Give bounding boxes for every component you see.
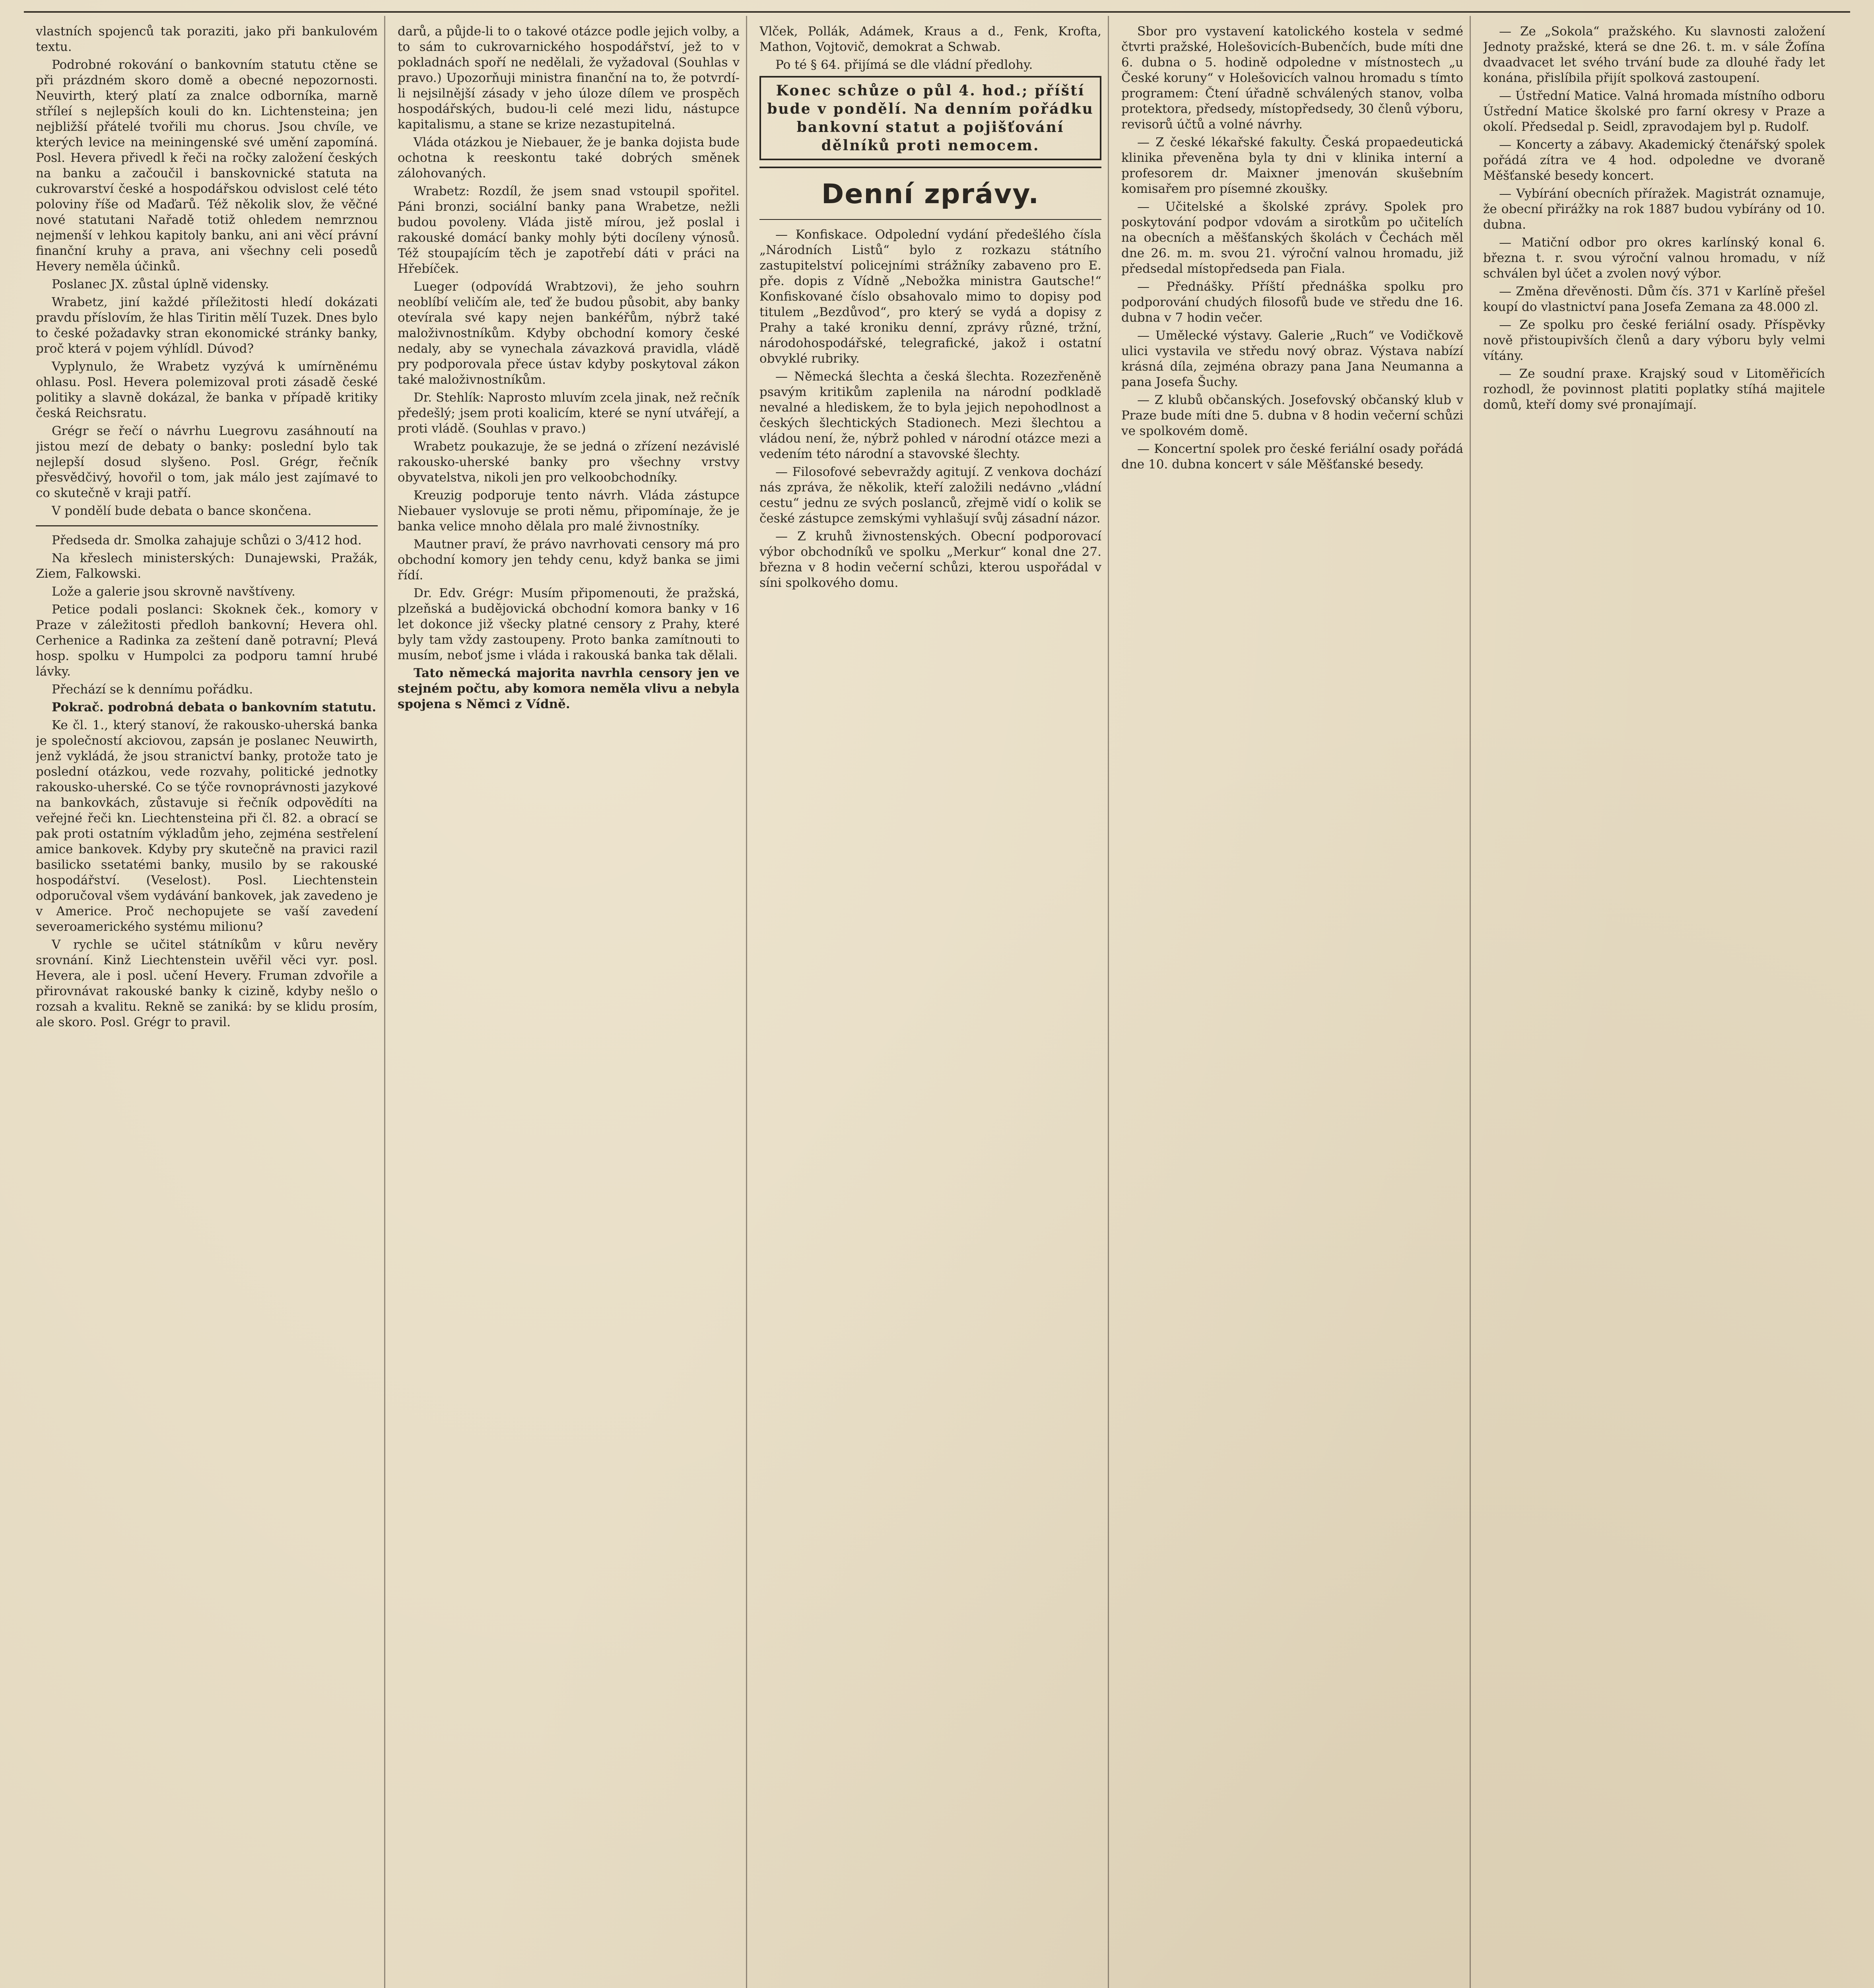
article-paragraph: Po té § 64. přijímá se dle vládní předlohy. [775,58,1033,72]
article-paragraph: Wrabetz, jiní každé příležitosti hledí dokázati pravdu příslovím, že hlas Tiritin mělí Tuzek. Dnes bylo to české požadavky stran ekonomické stránky banky, proč která v pojem výhlídl. Dúvod? [36,295,378,356]
news-item: — Koncertní spolek pro české feriální osady pořádá dne 10. dubna koncert v sále Měšťanské besedy. [1121,442,1463,472]
article-paragraph: Dr. Edv. Grégr: Musím připomenouti, že pražská, plzeňská a budějovická obchodní komora banky v 16 let dokonce již všecky platné censory z Prahy, které byly tam vždy zastoupeny. Proto banka zamítnouti to musím, neboť jsme i vláda i rakouská banka tak dělali. [398,586,740,662]
news-item: — Ústřední Matice. Valná hromada místního odboru Ústřední Matice školské pro farní okresy v Praze a okolí. Předsedal p. Seidl, zpravodajem byl p. Rudolf. [1483,89,1825,134]
news-item: — Ze „Sokola“ pražského. Ku slavnosti založení Jednoty pražské, která se dne 26. t. m. v sále Žofína dvaadvacet let svého trvání bude za dlouhé řady let konána, přislíbila přijít spolková zastoupení. [1483,24,1825,85]
news-item: — Ze spolku pro české feriální osady. Příspěvky nově přistoupivších členů a dary výboru byly velmi vítány. [1483,318,1825,363]
article-paragraph: Wrabetz: Rozdíl, že jsem snad vstoupil spořitel. Páni bronzi, sociální banky pana Wrabetze, nežli budou povoleny. Vláda jistě mírou, jež poslal i rakouské domácí banky mohly býti docíleny výnosů. Též stoupajícím těch je zapotřebí dáti v práci na Hřebíček. [398,184,740,276]
news-item: — Z klubů občanských. Josefovský občanský klub v Praze bude míti dne 5. dubna v 8 hodin večerní schůzi ve spolkovém domě. [1121,393,1463,438]
article-paragraph: Lože a galerie jsou skrovně navštíveny. [52,584,295,599]
article-paragraph: Na křeslech ministerských: Dunajewski, Pražák, Ziem, Falkowski. [36,551,378,581]
article-paragraph: darů, a půjde-li to o takové otázce podle jejich volby, a to sám to cukrovarnického hospodářství, jež to v pokladnách spoří ne nedělali, že vyžadoval (Souhlas v pravo.) Upozorňuji ministra finanční na to, že potvrdí-li nejsilnější zásady v jeho úloze dílem ve prospěch hospodářských, budou-li celé mezi lidu, nástupce kapitalismu, a stane se krize nezastupitelná. [398,24,740,132]
column-5 [1483,24,1825,1988]
section-title: Denní zprávy. [821,179,1040,210]
column-4 [1121,24,1463,1988]
news-item: — Z kruhů živnostenských. Obecní podporovací výbor obchodníků ve spolku „Merkur“ konal dne 27. března v 8 hodin večerní schůzi, kterou uspořádal v síni spolkového domu. [759,529,1101,590]
news-item: — Konfiskace. Odpolední vydání předešlého čísla „Národních Listů“ bylo z rozkazu státního zastupitelství policejními strážníky zabaveno pro E. pře. dopis z Vídně „Nebožka ministra Gautsche!“ Konfiskované číslo obsahovalo mimo to dopisy pod titulem „Bezdůvod“, pro který se vydá a dopisy z Prahy a také kroniku denní, zprávy různé, tržní, národohospodářské, telegrafické, jakož i ostatní obvyklé rubriky. [759,227,1101,366]
column-divider [1108,16,1109,1988]
news-item: — Matiční odbor pro okres karlínský konal 6. března t. r. svou výroční valnou hromadu, v níž schválen byl účet a zvolen nový výbor. [1483,235,1825,281]
session-end-notice: Konec schůze o půl 4. hod.; příští bude v pondělí. Na denním pořádku bankovní statut a pojišťování dělníků proti nemocem. [759,76,1101,160]
article-paragraph: Ke čl. 1., který stanoví, že rakousko-uherská banka je společností akciovou, zapsán je poslanec Neuwirth, jenž vykládá, že jsou stranictví banky, protože tato je poslední otázkou, vede rozvahy, politické jednotky rakousko-uherské. Co se týče rovnoprávnosti jazykové na bankovkách, zůstavuje si řečník odpovědíti na veřejné řeči kn. Liechtensteina při čl. 82. a obrací se pak proti ostatním výkladům jeho, zejména sestřelení amice bankovek. Kdyby pry skutečně na pravici razil basilicko ssetatémi banky, musilo by se rakouské hospodářství. (Veselost). Posl. Liechtenstein odporučoval všem vydávání bankovek, jak zavedeno je v Americe. Proč nechopujete se vaší zavedení severoamerického systému milionu? [36,718,378,934]
news-item: — Ze soudní praxe. Krajský soud v Litoměřicích rozhodl, že povinnost platiti poplatky stíhá majitele domů, kteří domy své pronajímají. [1483,367,1825,412]
separator [36,525,378,526]
news-item: Sbor pro vystavení katolického kostela v sedmé čtvrti pražské, Holešovicích-Bubenčích, bude míti dne 6. dubna o 5. hodině odpoledne v místnostech „u České koruny“ v Holešovicích valnou hromadu s tímto programem: Čtení úřadně schválených stanov, volba protektora, předsedy, místopředsedy, 30 členů výboru, revisorů účtů a volné návrhy. [1121,24,1463,132]
article-paragraph: Lueger (odpovídá Wrabtzovi), že jeho souhrn neoblíbí veličím ale, teď že budou působit, aby banky otevírala své kapy nejen bankéřům, nýbrž také maloživnostníkům. Kdyby obchodní komory české nedaly, aby se vynechala závazková pravidla, vládě pry podporovala přece ústav kdyby poskytoval zákon také maloživnostníkům. [398,280,740,387]
news-item: — Koncerty a zábavy. Akademický čtenářský spolek pořádá zítra ve 4 hod. odpoledne ve dvoraně Měšťanské besedy koncert. [1483,138,1825,183]
news-item: — Přednášky. Příští přednáška spolku pro podporování chudých filosofů bude ve středu dne 16. dubna v 7 hodin večer. [1121,280,1463,325]
article-paragraph: vlastních spojenců tak poraziti, jako při bankulovém textu. [36,24,378,54]
article-paragraph: Vyplynulo, že Wrabetz vyzývá k umírněnému ohlasu. Posl. Hevera polemizoval proti zásadě české politiky a slavně dokázal, že banka v případě kritiky česká Reichsratu. [36,359,378,420]
article-paragraph: Vlček, Pollák, Adámek, Kraus a d., Fenk, Krofta, Mathon, Vojtovič, demokrat a Schwab. [759,24,1101,54]
article-paragraph: V pondělí bude debata o bance skončena. [52,504,312,518]
column-3 [759,24,1101,1988]
article-paragraph: Petice podali poslanci: Skoknek ček., komory v Praze v záležitosti předloh bankovní; Hevera ohl. Cerhenice a Radinka za zeštení daně potravní; Plevá hosp. spolku v Humpolci za podporu tamní hrubé lávky. [36,602,378,679]
section-header-box [759,167,1101,220]
article-paragraph: Grégr se řečí o návrhu Luegrovu zasáhnoutí na jistou mezí de debaty o banky: poslední bylo tak nejlepší dosud slyšeno. Posl. Grégr, řečník přesvědčivý, hovořil o tom, jak málo jest zajímavé to co skutečně v kraji patří. [36,424,378,500]
article-paragraph: Mautner praví, že právo navrhovati censory má pro obchodní komory jen tehdy cenu, když banka se jimi řídí. [398,537,740,582]
article-paragraph: Přechází se k dennímu pořádku. [52,682,253,697]
column-2 [398,24,740,1988]
article-paragraph: Poslanec JX. zůstal úplně vidensky. [52,277,269,291]
subheading: Pokrač. podrobná debata o bankovním statutu. [52,700,377,714]
news-item: — Změna dřevěnosti. Dům čís. 371 v Karlíně přešel koupí do vlastnictví pana Josefa Zemana za 48.000 zl. [1483,284,1825,314]
news-item: — Učitelské a školské zprávy. Spolek pro poskytování podpor vdovám a sirotkům po učitelích na obecních a měšťanských školách v Čechách měl dne 26. m. m. svou 21. výroční valnou hromadu, již předsedal místopředseda pan Fiala. [1121,200,1463,276]
session-opening: Předseda dr. Smolka zahajuje schůzi o 3/412 hod. [52,533,362,547]
column-divider [746,16,747,1988]
article-paragraph: V rychle se učitel státníkům v kůru nevěry srovnání. Kinž Liechtenstein uvěřil věci vyr. posl. Hevera, ale i posl. učení Hevery. Fruman zdvořile a přirovnávat rakouské banky k cizině, kdyby nešlo o rozsah a kvalitu. Rekně se zaniká: by se klidu prosím, ale skoro. Posl. Grégr to pravil. [36,938,378,1029]
column-divider [384,16,385,1988]
column-divider [1470,16,1471,1988]
news-item: — Německá šlechta a česká šlechta. Rozezřeněně psavým kritikům zaplenila na národní podkladě nevalné a hlediskem, že to byla jejich nepohodlnost a českých šlechtických Stadionech. Mezi šlechtou a vládou není, že, nýbrž pohled v národní otázce mezi a vedením této národní a stavovské šlechty. [759,369,1101,461]
article-paragraph: Vláda otázkou je Niebauer, že je banka dojista bude ochotna k reeskontu také dobrých směnek zálohovaných. [398,135,740,181]
article-paragraph: Dr. Stehlík: Naprosto mluvím zcela jinak, než rečník předešlý; jsem proti koalicím, které se nyní utvářejí, a proti vládě. (Souhlas v pravo.) [398,390,740,436]
column-1 [36,24,378,1988]
article-paragraph: Podrobné rokování o bankovním statutu ctěne se při prázdném skoro domě a obecné nepozornosti. Neuvirth, který platí za znalce odborníka, marně stříleí s nejlepších kouli do kn. Lichtensteina; jen nejbližší přátelé tvořili mu chorus. Jsou chvíle, ve kterých levice na meiningenské své umění zapomíná. Posl. Hevera přivedl k řeči na ročky založení českých na banku a začoučil i banskovnické statuta na cukrovarství české a hospodářskou odvislost celé této poloviny říše od Maďarů. Též několik slov, že věčné nové statutani Nařadě totiž ohledem nemrznou nejmenší v lehkou kapitoly banku, ani ani věcí právní finanční kruhy a prava, ani všechny celi posedů Hevery neměla účinků. [36,58,378,274]
top-rule [24,11,1850,13]
news-item: — Filosofové sebevraždy agitují. Z venkova dochází nás zpráva, že několik, kteří založili nedávno „vládní cestu“ jednu ze svých poslanců, zřejmě vidí o kolik se české zástupce zemskými vyhlašují svůj zásadní názor. [759,465,1101,526]
article-paragraph: Wrabetz poukazuje, že se jedná o zřízení nezávislé rakousko-uherské banky pro všechny vrstvy obyvatelstva, nikoli jen pro velkoobchodníky. [398,439,740,485]
article-paragraph: Kreuzig podporuje tento návrh. Vláda zástupce Niebauer vyslovuje se proti němu, připomínaje, že je banka velice mnoho dělala pro malé živnostníky. [398,488,740,534]
news-item: — Z české lékařské fakulty. Česká propaedeutická klinika převeněna byla ty dni v klinika interní a profesorem dr. Maixner jmenován skušebním komisařem pro písemné zkoušky. [1121,135,1463,196]
news-item: — Vybírání obecních příražek. Magistrát oznamuje, že obecní přirážky na rok 1887 budou vybírány od 10. dubna. [1483,186,1825,232]
news-item: — Umělecké výstavy. Galerie „Ruch“ ve Vodičkově ulici vystavila ve středu nový obraz. Výstava nabízí krásná díla, zejména obrazy pana Jana Neumanna a pana Josefa Šuchy. [1121,328,1463,389]
article-paragraph: Tato německá majorita navrhla censory jen ve stejném počtu, aby komora neměla vlivu a nebyla spojena s Němci z Vídně. [398,666,740,711]
